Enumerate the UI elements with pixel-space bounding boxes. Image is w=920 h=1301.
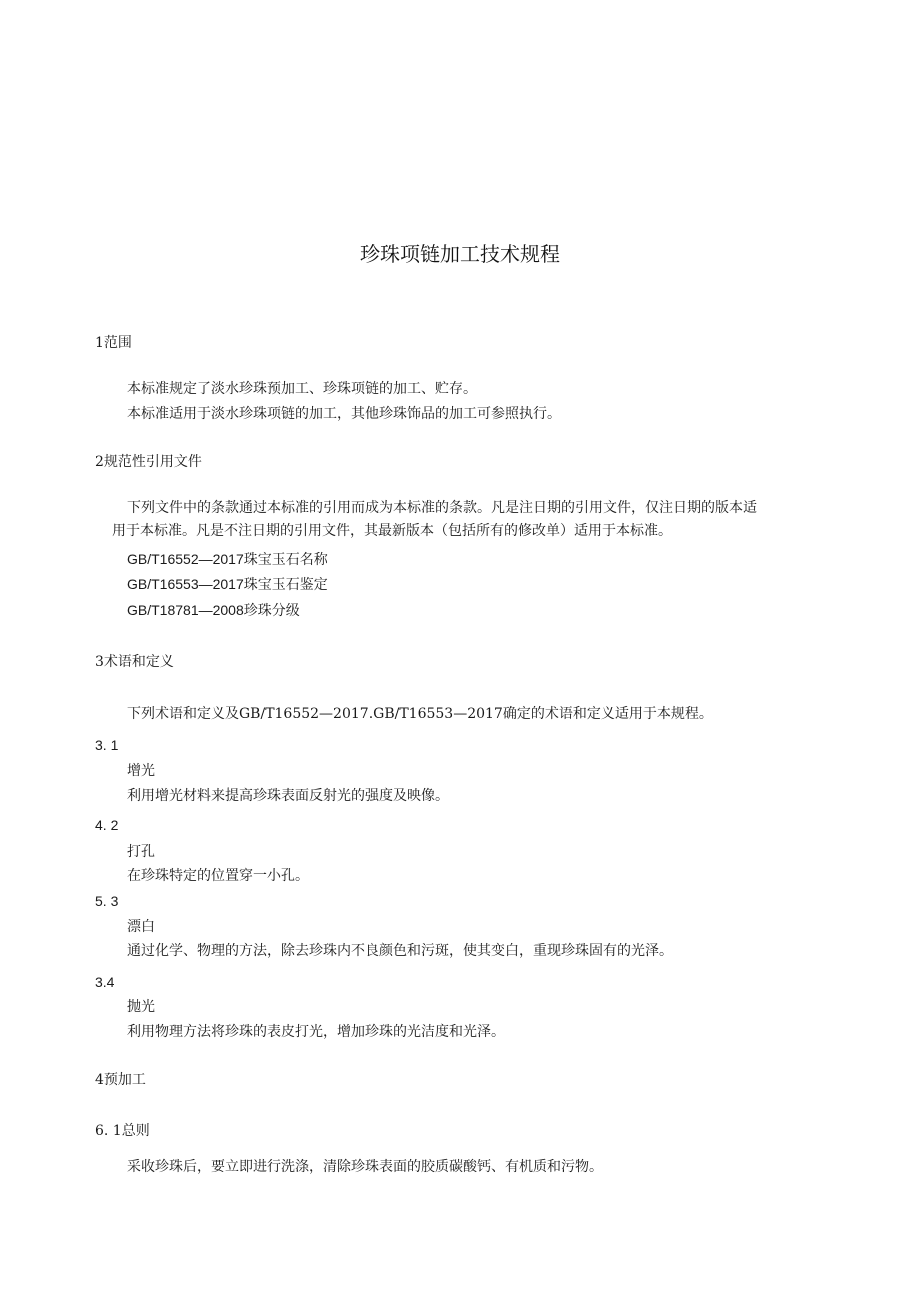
term-definition: 利用增光材料来提高珍珠表面反射光的强度及映像。	[127, 788, 449, 804]
paragraph: 本标准规定了淡水珍珠预加工、珍珠项链的加工、贮存。	[127, 381, 477, 397]
reference-item: GB/T16552—2017珠宝玉石名称	[127, 551, 328, 567]
reference-item: GB/T16553—2017珠宝玉石鉴定	[127, 576, 328, 592]
term-number: 4. 2	[95, 817, 119, 833]
section-heading-terms: 3术语和定义	[95, 654, 174, 670]
paragraph: 采收珍珠后，要立即进行洗涤，清除珍珠表面的胶质碳酸钙、有机质和污物。	[127, 1159, 603, 1175]
paragraph-line: 下列文件中的条款通过本标准的引用而成为本标准的条款。凡是注日期的引用文件，仅注日期的版本适	[127, 500, 757, 516]
section-heading-references: 2规范性引用文件	[95, 454, 202, 470]
term-name: 增光	[127, 763, 155, 779]
subsection-heading: 6. 1总则	[95, 1123, 150, 1139]
reference-item: GB/T18781—2008珍珠分级	[127, 602, 300, 618]
term-number: 5. 3	[95, 893, 119, 909]
paragraph-line: 用于本标准。凡是不注日期的引用文件，其最新版本（包括所有的修改单）适用于本标准。	[112, 523, 672, 539]
terms-intro: 下列术语和定义及GB/T16552—2017.GB/T16553—2017确定的术语和定义适用于本规程。	[127, 706, 713, 722]
term-number: 3.4	[95, 974, 115, 990]
section-heading-preprocessing: 4预加工	[95, 1072, 146, 1088]
section-heading-scope: 1范围	[95, 335, 132, 351]
term-definition: 通过化学、物理的方法，除去珍珠内不良颜色和污斑，使其变白，重现珍珠固有的光泽。	[127, 943, 673, 959]
document-title: 珍珠项链加工技术规程	[360, 242, 560, 266]
term-name: 抛光	[127, 999, 155, 1015]
paragraph: 本标准适用于淡水珍珠项链的加工，其他珍珠饰品的加工可参照执行。	[127, 406, 561, 422]
term-number: 3. 1	[95, 737, 119, 753]
term-name: 打孔	[127, 844, 155, 860]
term-definition: 在珍珠特定的位置穿一小孔。	[127, 868, 309, 884]
term-name: 漂白	[127, 919, 155, 935]
term-definition: 利用物理方法将珍珠的表皮打光，增加珍珠的光洁度和光泽。	[127, 1024, 505, 1040]
